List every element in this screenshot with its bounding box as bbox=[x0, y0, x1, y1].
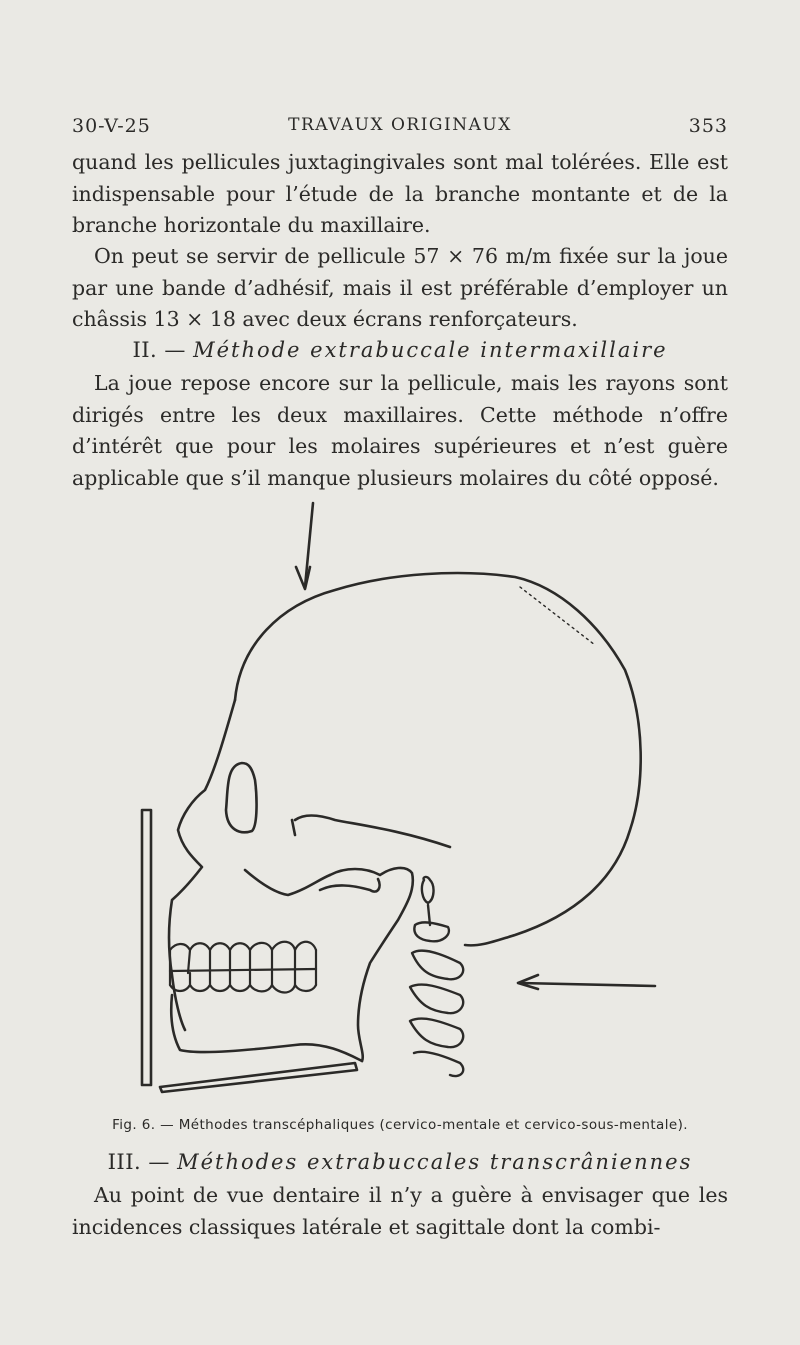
paragraph-continuation: quand les pellicules juxtagingivales sont mal tolérées. Elle est indispensable pour l’étude de la branche montante et de la branche horizontale du maxillaire. bbox=[72, 150, 728, 237]
paragraph-transcraniennes: Au point de vue dentaire il n’y a guère à envisager que les incidences classiques latérale et sagittale dont la combi- bbox=[72, 1183, 728, 1239]
paragraph-intermaxillaire: La joue repose encore sur la pellicule, mais les rayons sont dirigés entre les deux maxillaires. Cette méthode n’offre d’intérêt que pour les molaires supérieures et n’est guère applicable que s’il manque plusieurs molaires du côté opposé. bbox=[72, 371, 728, 490]
horizontal-ray-arrow bbox=[518, 975, 655, 989]
section-number: III. — bbox=[107, 1150, 170, 1174]
vertical-ray-arrow bbox=[296, 503, 313, 589]
cranium-outline bbox=[235, 573, 641, 945]
section-number: II. — bbox=[132, 338, 186, 362]
lower-teeth bbox=[170, 969, 316, 993]
eye-socket bbox=[226, 763, 257, 832]
paragraph-pellicule: On peut se servir de pellicule 57 × 76 m/m fixée sur la joue par une bande d’adhésif, mais il est préférable d’employer un châssis 13 × 18 avec deux écrans renforçateurs. bbox=[72, 244, 728, 331]
maxilla-line bbox=[245, 870, 330, 895]
figure-caption: Fig. 6. — Méthodes transcéphaliques (cervico-mentale et cervico-sous-mentale). bbox=[112, 1117, 688, 1133]
mandible-body bbox=[171, 995, 362, 1061]
section-title: Méthode extrabuccale intermaxillaire bbox=[193, 338, 668, 362]
face-profile bbox=[169, 700, 235, 1030]
skull-figure bbox=[130, 495, 670, 1105]
cervical-vertebrae bbox=[410, 877, 463, 1076]
header-running-title: TRAVAUX ORIGINAUX bbox=[288, 115, 512, 135]
skull-illustration bbox=[130, 495, 670, 1105]
zygomatic-line bbox=[295, 815, 450, 847]
mandible-ramus bbox=[330, 868, 413, 1061]
section-heading-2 bbox=[72, 338, 728, 362]
section-title: Méthodes extrabuccales transcrâniennes bbox=[177, 1150, 693, 1174]
articular-tubercle bbox=[320, 879, 380, 892]
zygomatic-front bbox=[292, 820, 295, 835]
section-heading-3 bbox=[72, 1150, 728, 1174]
header-page-number: 353 bbox=[688, 115, 728, 137]
header-date: 30-V-25 bbox=[72, 115, 151, 137]
running-header bbox=[72, 115, 728, 143]
